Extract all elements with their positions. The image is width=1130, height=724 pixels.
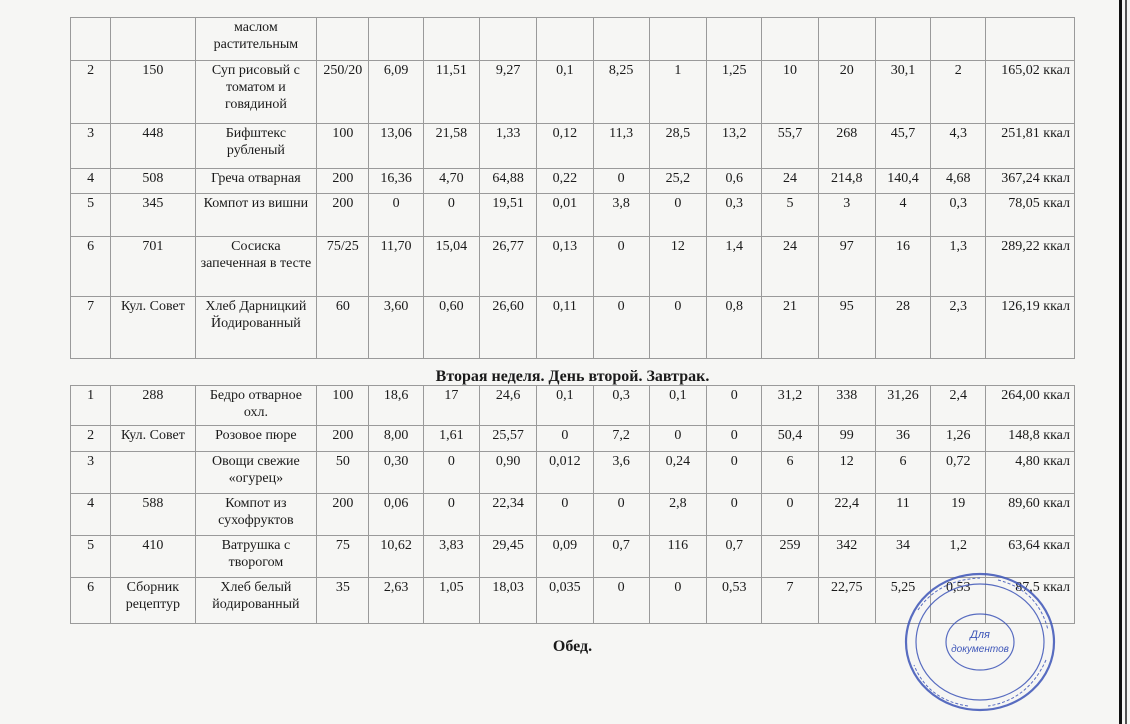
table-cell: Розовое пюре	[195, 426, 317, 452]
table-cell: 148,8 ккал	[986, 426, 1075, 452]
table-cell: 1,26	[931, 426, 986, 452]
table-cell: 0,7	[593, 536, 649, 578]
table-cell: 2,3	[931, 297, 986, 359]
table-cell: 268	[818, 124, 875, 169]
table-cell: 0,6	[707, 169, 762, 194]
table-cell: 31,2	[762, 386, 818, 426]
table-cell: 21,58	[423, 124, 479, 169]
table-cell: 9,27	[479, 61, 536, 124]
table-cell: 22,75	[818, 578, 875, 624]
table-cell: 116	[649, 536, 706, 578]
table-cell: 0	[649, 297, 706, 359]
table-cell: 2	[71, 61, 111, 124]
table-cell: 3	[71, 124, 111, 169]
table-cell: 0	[593, 169, 649, 194]
table-row	[71, 61, 1075, 124]
table-cell: 264,00 ккал	[986, 386, 1075, 426]
table-cell: 22,4	[818, 494, 875, 536]
table-cell	[931, 18, 986, 61]
table-cell: 89,60 ккал	[986, 494, 1075, 536]
table-cell: 0,01	[537, 194, 593, 237]
table-cell: 0,7	[707, 536, 762, 578]
table-cell: 34	[875, 536, 930, 578]
table-row	[71, 297, 1075, 359]
table-cell: 0	[593, 494, 649, 536]
table-cell: 31,26	[875, 386, 930, 426]
svg-text:Для: Для	[970, 629, 990, 641]
table-cell: 0	[649, 578, 706, 624]
table-cell: 200	[317, 426, 369, 452]
table-cell: 5	[71, 536, 111, 578]
table-cell: 0	[707, 452, 762, 494]
table-cell	[875, 18, 930, 61]
table-cell: 12	[818, 452, 875, 494]
table-cell: 10	[762, 61, 818, 124]
table-cell: 97	[818, 237, 875, 297]
table-cell: 200	[317, 194, 369, 237]
table-cell: 64,88	[479, 169, 536, 194]
table-cell: 50	[317, 452, 369, 494]
table-row	[71, 426, 1075, 452]
table-cell: 8,25	[593, 61, 649, 124]
table-cell: 11,51	[423, 61, 479, 124]
table-cell	[986, 18, 1075, 61]
table-row	[71, 18, 1075, 61]
table-cell: 3,8	[593, 194, 649, 237]
table-cell: Овощи свежие «огурец»	[195, 452, 317, 494]
table-cell: 289,22 ккал	[986, 237, 1075, 297]
section-title-lunch: Обед.	[552, 638, 593, 655]
table-cell: 29,45	[479, 536, 536, 578]
table-cell: Греча отварная	[195, 169, 317, 194]
table-cell: 701	[111, 237, 195, 297]
table-cell: 0	[423, 194, 479, 237]
table-cell: 0,1	[537, 386, 593, 426]
table-cell: 0,53	[931, 578, 986, 624]
table-cell: Хлеб белый йодированный	[195, 578, 317, 624]
table-cell: 0,06	[369, 494, 423, 536]
table-cell: 4,80 ккал	[986, 452, 1075, 494]
table-cell: 25,2	[649, 169, 706, 194]
table-row	[71, 494, 1075, 536]
table-cell	[317, 18, 369, 61]
table-cell: 35	[317, 578, 369, 624]
table-cell: 1,2	[931, 536, 986, 578]
table-cell: 8,00	[369, 426, 423, 452]
table-cell	[111, 452, 195, 494]
table-cell: 0,24	[649, 452, 706, 494]
table-cell: 87,5 ккал	[986, 578, 1075, 624]
table-cell: Хлеб Дарницкий Йодированный	[195, 297, 317, 359]
table-cell: 126,19 ккал	[986, 297, 1075, 359]
table-row	[71, 452, 1075, 494]
table-cell: 3	[71, 452, 111, 494]
table-cell: Кул. Совет	[111, 426, 195, 452]
table-cell: 22,34	[479, 494, 536, 536]
table-cell: 63,64 ккал	[986, 536, 1075, 578]
table-cell: 0,90	[479, 452, 536, 494]
table-cell: 3,6	[593, 452, 649, 494]
table-cell: 4,68	[931, 169, 986, 194]
table-cell: Сосиска запеченная в тесте	[195, 237, 317, 297]
table-cell: 410	[111, 536, 195, 578]
table-cell: 0,72	[931, 452, 986, 494]
page-edge-shadow	[1125, 0, 1127, 724]
table-cell: 0,3	[593, 386, 649, 426]
table-cell: 0	[762, 494, 818, 536]
table-cell: Ватрушка с творогом	[195, 536, 317, 578]
table-cell: 0	[593, 578, 649, 624]
table-cell: 18,6	[369, 386, 423, 426]
table-cell: 338	[818, 386, 875, 426]
table-cell: 0	[707, 426, 762, 452]
table-cell: 259	[762, 536, 818, 578]
table-cell: 1	[71, 386, 111, 426]
table-cell: 26,77	[479, 237, 536, 297]
table-cell: 18,03	[479, 578, 536, 624]
table-row	[71, 194, 1075, 237]
table-cell: 11	[875, 494, 930, 536]
table-cell: Кул. Совет	[111, 297, 195, 359]
table-cell: 100	[317, 386, 369, 426]
table-cell: 0,12	[537, 124, 593, 169]
table-cell	[537, 18, 593, 61]
table-cell	[649, 18, 706, 61]
table-cell: 1,33	[479, 124, 536, 169]
table-cell: 0	[649, 426, 706, 452]
table-cell: 0,30	[369, 452, 423, 494]
table-cell: 17	[423, 386, 479, 426]
table-cell: 0	[423, 452, 479, 494]
table-cell: 26,60	[479, 297, 536, 359]
table-cell: 0	[537, 426, 593, 452]
table-cell: 200	[317, 169, 369, 194]
table-cell: 50,4	[762, 426, 818, 452]
table-cell: 75/25	[317, 237, 369, 297]
table-cell: 288	[111, 386, 195, 426]
table-cell	[593, 18, 649, 61]
table-cell: 55,7	[762, 124, 818, 169]
table-cell: 3	[818, 194, 875, 237]
table-cell: 15,04	[423, 237, 479, 297]
table-cell: 0	[593, 237, 649, 297]
table-cell: 25,57	[479, 426, 536, 452]
table-cell: 28	[875, 297, 930, 359]
table-cell: 1,05	[423, 578, 479, 624]
table-cell: 100	[317, 124, 369, 169]
table-cell: 140,4	[875, 169, 930, 194]
table-cell: 0	[369, 194, 423, 237]
table-cell: 6	[762, 452, 818, 494]
table-cell: 0,1	[649, 386, 706, 426]
table-cell: 0	[593, 297, 649, 359]
table-cell: 2	[71, 426, 111, 452]
table-cell: Суп рисовый с томатом и говядиной	[195, 61, 317, 124]
table-cell: 1,4	[707, 237, 762, 297]
table-cell: 20	[818, 61, 875, 124]
table-cell: 11,3	[593, 124, 649, 169]
menu-table-lunch-continued	[70, 17, 1075, 359]
table-cell: 95	[818, 297, 875, 359]
table-cell: 0,3	[931, 194, 986, 237]
menu-table-breakfast	[70, 385, 1075, 624]
table-cell: 16,36	[369, 169, 423, 194]
svg-text:документов: документов	[951, 644, 1009, 655]
table-row	[71, 237, 1075, 297]
table-cell: 3,60	[369, 297, 423, 359]
table-cell: 150	[111, 61, 195, 124]
table-cell	[762, 18, 818, 61]
table-cell: 214,8	[818, 169, 875, 194]
table-cell: 2,4	[931, 386, 986, 426]
table-row	[71, 578, 1075, 624]
table-cell: 1,3	[931, 237, 986, 297]
table-cell: 0,012	[537, 452, 593, 494]
table-row	[71, 386, 1075, 426]
table-cell	[479, 18, 536, 61]
table-cell: 6	[875, 452, 930, 494]
table-cell: 0,11	[537, 297, 593, 359]
table-cell: 1,25	[707, 61, 762, 124]
table-cell: Бифштекс рубленый	[195, 124, 317, 169]
table-cell: 0,60	[423, 297, 479, 359]
table-cell: 75	[317, 536, 369, 578]
table-cell: 0	[423, 494, 479, 536]
table-cell: 250/20	[317, 61, 369, 124]
table-cell: 28,5	[649, 124, 706, 169]
table-cell	[71, 18, 111, 61]
table-cell: 508	[111, 169, 195, 194]
table-cell: 24,6	[479, 386, 536, 426]
table-cell: 0,3	[707, 194, 762, 237]
table-row	[71, 169, 1075, 194]
table-cell: 251,81 ккал	[986, 124, 1075, 169]
table-cell: 11,70	[369, 237, 423, 297]
table-cell: 4,70	[423, 169, 479, 194]
table-cell: 0	[649, 194, 706, 237]
table-cell: 12	[649, 237, 706, 297]
table-cell: 45,7	[875, 124, 930, 169]
table-cell: Сборник рецептур	[111, 578, 195, 624]
table-cell: 342	[818, 536, 875, 578]
table-cell: 367,24 ккал	[986, 169, 1075, 194]
table-cell	[369, 18, 423, 61]
table-cell	[818, 18, 875, 61]
table-cell: 0,13	[537, 237, 593, 297]
table-cell: 24	[762, 169, 818, 194]
table-cell: 30,1	[875, 61, 930, 124]
table-cell: 5,25	[875, 578, 930, 624]
table-cell: 6	[71, 237, 111, 297]
table-cell: 0,1	[537, 61, 593, 124]
table-cell: 0,22	[537, 169, 593, 194]
table-cell: 6	[71, 578, 111, 624]
table-cell: Компот из сухофруктов	[195, 494, 317, 536]
table-cell: 200	[317, 494, 369, 536]
table-cell: 0	[537, 494, 593, 536]
table-cell: маслом растительным	[195, 18, 317, 61]
table-cell: 60	[317, 297, 369, 359]
table-cell: 21	[762, 297, 818, 359]
table-cell: 4	[875, 194, 930, 237]
table-cell: 7	[71, 297, 111, 359]
table-cell: 0,8	[707, 297, 762, 359]
table-cell: 36	[875, 426, 930, 452]
table-cell: Компот из вишни	[195, 194, 317, 237]
table-cell: 4	[71, 169, 111, 194]
table-cell: 16	[875, 237, 930, 297]
table-cell: 2,8	[649, 494, 706, 536]
table-cell	[423, 18, 479, 61]
table-row	[71, 124, 1075, 169]
table-cell: 78,05 ккал	[986, 194, 1075, 237]
table-cell: 0,035	[537, 578, 593, 624]
table-cell: 7,2	[593, 426, 649, 452]
table-cell: 1	[649, 61, 706, 124]
table-cell: 588	[111, 494, 195, 536]
table-cell: 5	[71, 194, 111, 237]
table-cell: 99	[818, 426, 875, 452]
table-cell: 0,53	[707, 578, 762, 624]
table-cell: 2	[931, 61, 986, 124]
table-row	[71, 536, 1075, 578]
table-cell: 13,06	[369, 124, 423, 169]
table-cell	[111, 18, 195, 61]
table-cell	[707, 18, 762, 61]
table-cell: 448	[111, 124, 195, 169]
table-cell: 4,3	[931, 124, 986, 169]
table-cell: 13,2	[707, 124, 762, 169]
table-cell: 2,63	[369, 578, 423, 624]
table-cell: 19	[931, 494, 986, 536]
table-cell: 24	[762, 237, 818, 297]
table-cell: 3,83	[423, 536, 479, 578]
table-cell: 165,02 ккал	[986, 61, 1075, 124]
table-cell: 7	[762, 578, 818, 624]
table-cell: 6,09	[369, 61, 423, 124]
table-cell: 0	[707, 494, 762, 536]
page-edge	[1119, 0, 1122, 724]
table-cell: 5	[762, 194, 818, 237]
table-cell: 0,09	[537, 536, 593, 578]
table-cell: Бедро отварное охл.	[195, 386, 317, 426]
section-title-breakfast: Вторая неделя. День второй. Завтрак.	[435, 368, 710, 385]
table-cell: 19,51	[479, 194, 536, 237]
table-cell: 0	[707, 386, 762, 426]
table-cell: 1,61	[423, 426, 479, 452]
table-cell: 4	[71, 494, 111, 536]
table-cell: 10,62	[369, 536, 423, 578]
table-cell: 345	[111, 194, 195, 237]
